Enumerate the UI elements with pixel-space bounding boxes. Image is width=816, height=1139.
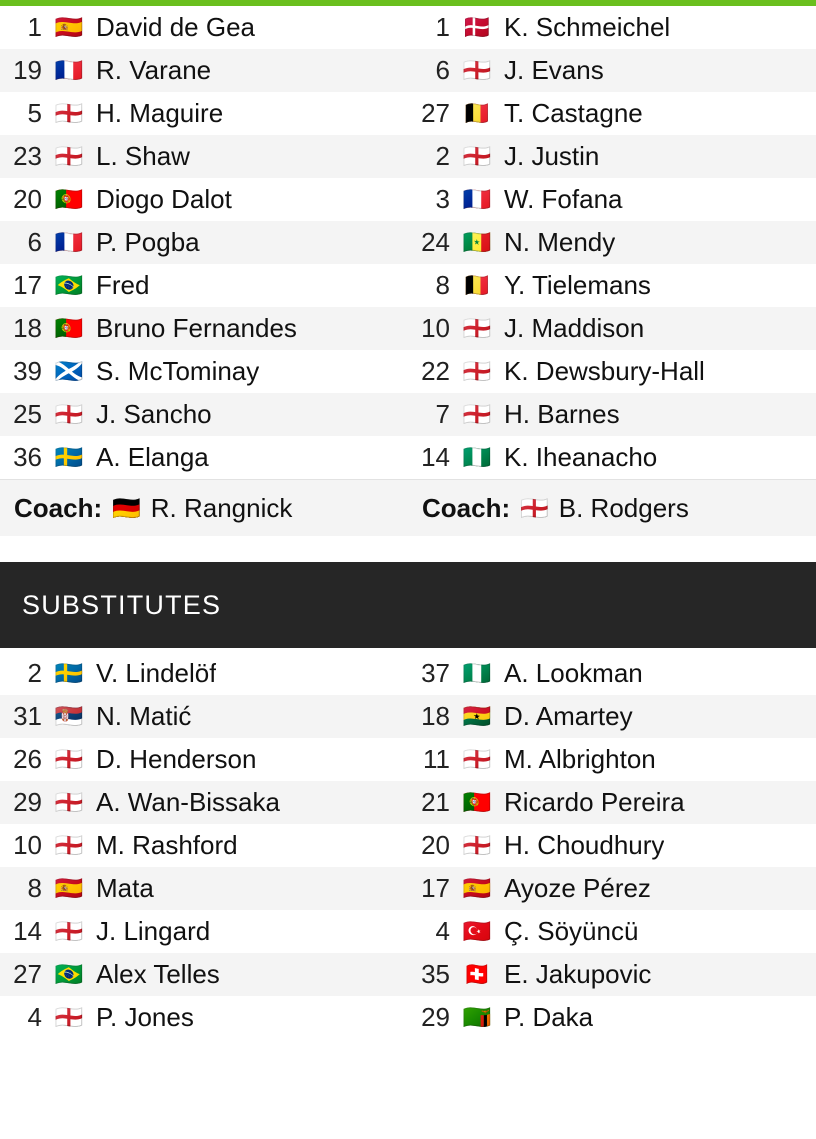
player-number: 7 (435, 399, 450, 429)
player-number: 14 (421, 442, 450, 472)
player-away[interactable] (408, 867, 816, 910)
player-away[interactable] (408, 393, 816, 436)
lineup-row (0, 307, 816, 350)
flag-icon: 🏴󠁧󠁢󠁥󠁮󠁧󠁿 (54, 1004, 84, 1030)
player-name: E. Jakupovic (504, 959, 652, 989)
player-name: H. Maguire (96, 98, 224, 128)
player-name: J. Maddison (504, 313, 645, 343)
player-name: Fred (96, 270, 150, 300)
flag-icon: 🇪🇸 (462, 875, 492, 901)
player-home[interactable] (0, 824, 408, 867)
player-number: 8 (435, 270, 450, 300)
player-name: M. Rashford (96, 830, 238, 860)
player-away[interactable] (408, 436, 816, 479)
player-number: 10 (421, 313, 450, 343)
player-number: 4 (435, 916, 450, 946)
coach-name-away: B. Rodgers (558, 492, 689, 523)
lineup-row (0, 221, 816, 264)
flag-icon: 🏴󠁧󠁢󠁥󠁮󠁧󠁿 (54, 789, 84, 815)
player-number: 29 (13, 787, 42, 817)
flag-icon: 🇧🇷 (54, 272, 84, 298)
player-name: V. Lindelöf (96, 658, 217, 688)
flag-icon: 🇳🇬 (462, 660, 492, 686)
flag-icon: 🇸🇪 (54, 660, 84, 686)
player-home[interactable] (0, 436, 408, 479)
player-away[interactable] (408, 910, 816, 953)
player-away[interactable] (408, 738, 816, 781)
flag-icon: 🇵🇹 (462, 789, 492, 815)
lineup-row (0, 135, 816, 178)
player-away[interactable] (408, 953, 816, 996)
flag-icon: 🇫🇷 (462, 186, 492, 212)
player-home[interactable] (0, 6, 408, 49)
substitute-row (0, 996, 816, 1039)
player-number: 36 (13, 442, 42, 472)
player-name: N. Matić (96, 701, 192, 731)
player-name: Bruno Fernandes (96, 313, 297, 343)
player-name: W. Fofana (504, 184, 623, 214)
player-name: Diogo Dalot (96, 184, 232, 214)
flag-icon: 🏴󠁧󠁢󠁥󠁮󠁧󠁿 (462, 401, 492, 427)
player-home[interactable] (0, 953, 408, 996)
player-number: 27 (13, 959, 42, 989)
flag-icon: 🇸🇳 (462, 229, 492, 255)
lineup-row (0, 436, 816, 479)
player-away[interactable] (408, 695, 816, 738)
flag-icon: 🇨🇭 (462, 961, 492, 987)
flag-icon: 🏴󠁧󠁢󠁳󠁣󠁴󠁿 (54, 358, 84, 384)
player-number: 4 (27, 1002, 42, 1032)
player-number: 5 (27, 98, 42, 128)
player-name: A. Lookman (504, 658, 643, 688)
player-number: 23 (13, 141, 42, 171)
lineup-row (0, 350, 816, 393)
player-home[interactable] (0, 910, 408, 953)
player-name: Ç. Söyüncü (504, 916, 639, 946)
player-number: 31 (13, 701, 42, 731)
player-home[interactable] (0, 135, 408, 178)
player-name: D. Amartey (504, 701, 633, 731)
flag-icon: 🏴󠁧󠁢󠁥󠁮󠁧󠁿 (54, 143, 84, 169)
substitute-row (0, 695, 816, 738)
player-name: Alex Telles (96, 959, 220, 989)
flag-icon: 🏴󠁧󠁢󠁥󠁮󠁧󠁿 (462, 358, 492, 384)
substitute-row (0, 953, 816, 996)
player-number: 21 (421, 787, 450, 817)
flag-icon: 🏴󠁧󠁢󠁥󠁮󠁧󠁿 (54, 832, 84, 858)
starting-lineup-list (0, 6, 816, 479)
player-home[interactable] (0, 92, 408, 135)
player-name: S. McTominay (96, 356, 260, 386)
player-away[interactable] (408, 996, 816, 1039)
flag-icon: 🇿🇲 (462, 1004, 492, 1030)
coach-home (0, 480, 408, 536)
lineup-row (0, 6, 816, 49)
player-name: Ricardo Pereira (504, 787, 685, 817)
flag-icon: 🇬🇭 (462, 703, 492, 729)
player-number: 6 (435, 55, 450, 85)
player-home[interactable] (0, 695, 408, 738)
flag-icon: 🇹🇷 (462, 918, 492, 944)
player-name: N. Mendy (504, 227, 616, 257)
player-home[interactable] (0, 738, 408, 781)
player-name: Mata (96, 873, 154, 903)
player-number: 17 (421, 873, 450, 903)
player-home[interactable] (0, 350, 408, 393)
flag-icon: 🇪🇸 (54, 14, 84, 40)
player-number: 24 (421, 227, 450, 257)
flag-icon: 🇵🇹 (54, 315, 84, 341)
player-home[interactable] (0, 221, 408, 264)
player-name: K. Iheanacho (504, 442, 658, 472)
player-number: 6 (27, 227, 42, 257)
player-away[interactable] (408, 135, 816, 178)
player-number: 39 (13, 356, 42, 386)
flag-icon: 🇳🇬 (462, 444, 492, 470)
player-away[interactable] (408, 92, 816, 135)
player-away[interactable] (408, 178, 816, 221)
player-number: 35 (421, 959, 450, 989)
flag-icon: 🏴󠁧󠁢󠁥󠁮󠁧󠁿 (462, 143, 492, 169)
player-home[interactable] (0, 49, 408, 92)
player-away[interactable] (408, 824, 816, 867)
flag-icon: 🏴󠁧󠁢󠁥󠁮󠁧󠁿 (54, 746, 84, 772)
flag-icon: 🇩🇰 (462, 14, 492, 40)
player-name: L. Shaw (96, 141, 190, 171)
lineup-row (0, 393, 816, 436)
player-number: 2 (435, 141, 450, 171)
coach-label-away: Coach: (422, 492, 511, 523)
flag-icon: 🇪🇸 (54, 875, 84, 901)
player-name: R. Varane (96, 55, 212, 85)
player-number: 1 (435, 12, 450, 42)
lineup-row (0, 264, 816, 307)
player-name: H. Choudhury (504, 830, 665, 860)
substitutes-section-header (0, 562, 816, 648)
player-home[interactable] (0, 652, 408, 695)
player-name: K. Dewsbury-Hall (504, 356, 705, 386)
flag-icon: 🇧🇪 (462, 100, 492, 126)
player-home[interactable] (0, 996, 408, 1039)
player-name: J. Evans (504, 55, 604, 85)
player-away[interactable] (408, 652, 816, 695)
flag-icon: 🏴󠁧󠁢󠁥󠁮󠁧󠁿 (462, 746, 492, 772)
flag-icon: 🇫🇷 (54, 57, 84, 83)
lineup-row (0, 49, 816, 92)
section-title: SUBSTITUTES (22, 589, 222, 620)
player-number: 2 (27, 658, 42, 688)
player-name: David de Gea (96, 12, 255, 42)
lineup-row (0, 178, 816, 221)
coach-away (408, 480, 816, 536)
player-number: 26 (13, 744, 42, 774)
player-away[interactable] (408, 307, 816, 350)
player-name: K. Schmeichel (504, 12, 671, 42)
flag-icon: 🇸🇪 (54, 444, 84, 470)
flag-icon: 🇵🇹 (54, 186, 84, 212)
flag-icon: 🇧🇷 (54, 961, 84, 987)
player-home[interactable] (0, 781, 408, 824)
player-number: 8 (27, 873, 42, 903)
player-number: 19 (13, 55, 42, 85)
player-home[interactable] (0, 393, 408, 436)
coach-name-home: R. Rangnick (150, 492, 293, 523)
substitute-row (0, 652, 816, 695)
player-name: A. Wan-Bissaka (96, 787, 280, 817)
lineup-row (0, 92, 816, 135)
player-name: M. Albrighton (504, 744, 656, 774)
flag-icon: 🏴󠁧󠁢󠁥󠁮󠁧󠁿 (462, 315, 492, 341)
player-name: J. Sancho (96, 399, 212, 429)
player-name: A. Elanga (96, 442, 209, 472)
player-away[interactable] (408, 264, 816, 307)
player-number: 29 (421, 1002, 450, 1032)
player-name: P. Jones (96, 1002, 194, 1032)
flag-icon: 🏴󠁧󠁢󠁥󠁮󠁧󠁿 (462, 57, 492, 83)
player-name: Y. Tielemans (504, 270, 651, 300)
player-number: 10 (13, 830, 42, 860)
player-away[interactable] (408, 781, 816, 824)
player-name: P. Pogba (96, 227, 200, 257)
player-name: J. Justin (504, 141, 600, 171)
section-gap (0, 536, 816, 562)
flag-icon: 🏴󠁧󠁢󠁥󠁮󠁧󠁿 (520, 494, 549, 521)
player-number: 20 (421, 830, 450, 860)
player-name: H. Barnes (504, 399, 620, 429)
player-number: 17 (13, 270, 42, 300)
player-number: 18 (421, 701, 450, 731)
player-name: J. Lingard (96, 916, 211, 946)
substitute-row (0, 910, 816, 953)
player-name: Ayoze Pérez (504, 873, 651, 903)
flag-icon: 🇷🇸 (54, 703, 84, 729)
player-home[interactable] (0, 178, 408, 221)
substitute-row (0, 738, 816, 781)
flag-icon: 🇧🇪 (462, 272, 492, 298)
player-number: 22 (421, 356, 450, 386)
coach-row (0, 479, 816, 536)
player-away[interactable] (408, 221, 816, 264)
player-home[interactable] (0, 307, 408, 350)
player-name: D. Henderson (96, 744, 257, 774)
flag-icon: 🏴󠁧󠁢󠁥󠁮󠁧󠁿 (462, 832, 492, 858)
player-number: 1 (27, 12, 42, 42)
flag-icon: 🇩🇪 (112, 494, 141, 521)
substitutes-list (0, 652, 816, 1039)
player-name: T. Castagne (504, 98, 643, 128)
player-number: 18 (13, 313, 42, 343)
substitute-row (0, 867, 816, 910)
player-number: 25 (13, 399, 42, 429)
player-home[interactable] (0, 867, 408, 910)
player-away[interactable] (408, 49, 816, 92)
substitute-row (0, 824, 816, 867)
player-home[interactable] (0, 264, 408, 307)
coach-label-home: Coach: (14, 492, 103, 523)
flag-icon: 🏴󠁧󠁢󠁥󠁮󠁧󠁿 (54, 918, 84, 944)
substitute-row (0, 781, 816, 824)
flag-icon: 🏴󠁧󠁢󠁥󠁮󠁧󠁿 (54, 401, 84, 427)
player-number: 3 (435, 184, 450, 214)
player-number: 11 (423, 744, 450, 774)
player-name: P. Daka (504, 1002, 594, 1032)
flag-icon: 🇫🇷 (54, 229, 84, 255)
player-number: 27 (421, 98, 450, 128)
player-number: 37 (421, 658, 450, 688)
player-away[interactable] (408, 6, 816, 49)
player-away[interactable] (408, 350, 816, 393)
player-number: 14 (13, 916, 42, 946)
flag-icon: 🏴󠁧󠁢󠁥󠁮󠁧󠁿 (54, 100, 84, 126)
player-number: 20 (13, 184, 42, 214)
